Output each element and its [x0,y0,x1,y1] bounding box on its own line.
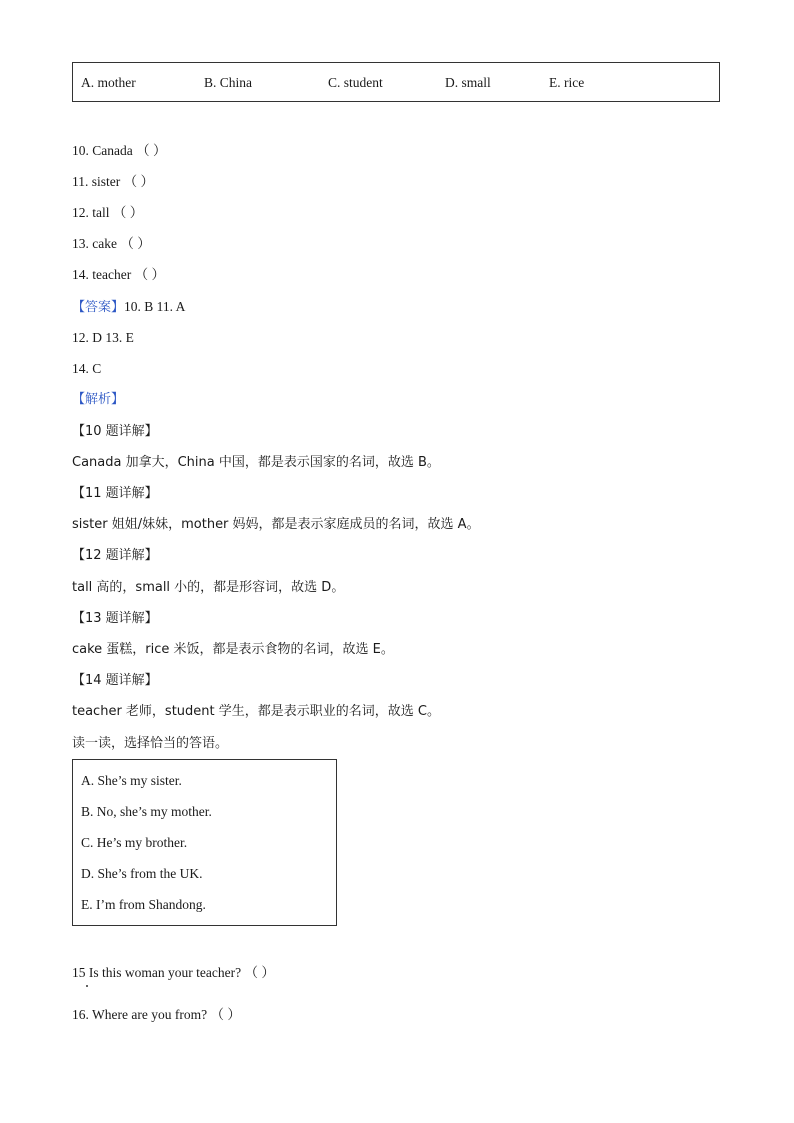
section-instruction: 读一读，选择恰当的答语。 [72,736,229,751]
option-word: China [219,75,253,90]
option-word: rice [564,75,585,90]
option-b [204,74,252,92]
question-13: 13. cake （ ） [72,236,151,251]
option-c [328,74,383,92]
answer-text: 10. B 11. A [124,299,186,314]
reply-e: E. I’m from Shandong. [81,897,206,912]
question-12: 12. tall （ ） [72,205,144,220]
detail-heading-13: 【13 题详解】 [72,611,158,626]
reply-d: D. She’s from the UK. [81,866,203,881]
option-letter: D. [445,75,459,90]
detail-text-11: sister 姐姐/妹妹，mother 妈妈，都是表示家庭成员的名词，故选 A。 [72,517,480,532]
answer-line-2: 12. D 13. E [72,330,134,345]
detail-text-12: tall 高的，small 小的，都是形容词，故选 D。 [72,580,345,595]
stray-dot [86,985,88,987]
question-16: 16. Where are you from? （ ） [72,1007,241,1022]
detail-heading-14: 【14 题详解】 [72,673,158,688]
option-word: small [461,75,491,90]
option-e [549,74,584,92]
option-word: mother [97,75,136,90]
detail-heading-11: 【11 题详解】 [72,486,158,501]
question-11: 11. sister （ ） [72,174,154,189]
option-d [445,74,491,92]
answer-line-1 [72,298,185,317]
answer-line-3: 14. C [72,361,102,376]
replies-box [72,759,337,926]
reply-c: C. He’s my brother. [81,835,188,850]
option-word: student [343,75,383,90]
option-letter: B. [204,75,217,90]
reply-a: A. She’s my sister. [81,773,182,788]
reply-b: B. No, she’s my mother. [81,804,212,819]
option-letter: A. [81,75,95,90]
question-15: 15 Is this woman your teacher? （ ） [72,965,275,980]
option-letter: E. [549,75,561,90]
detail-text-10: Canada 加拿大，China 中国，都是表示国家的名词，故选 B。 [72,455,440,470]
option-letter: C. [328,75,341,90]
detail-text-13: cake 蛋糕，rice 米饭，都是表示食物的名词，故选 E。 [72,642,394,657]
question-10: 10. Canada （ ） [72,143,167,158]
options-box [72,62,720,102]
detail-heading-12: 【12 题详解】 [72,548,158,563]
analysis-tag: 【解析】 [72,392,125,407]
answer-tag: 【答案】 [72,300,125,315]
detail-text-14: teacher 老师，student 学生，都是表示职业的名词，故选 C。 [72,704,440,719]
question-14: 14. teacher （ ） [72,267,165,282]
option-a [81,74,136,92]
detail-heading-10: 【10 题详解】 [72,424,158,439]
